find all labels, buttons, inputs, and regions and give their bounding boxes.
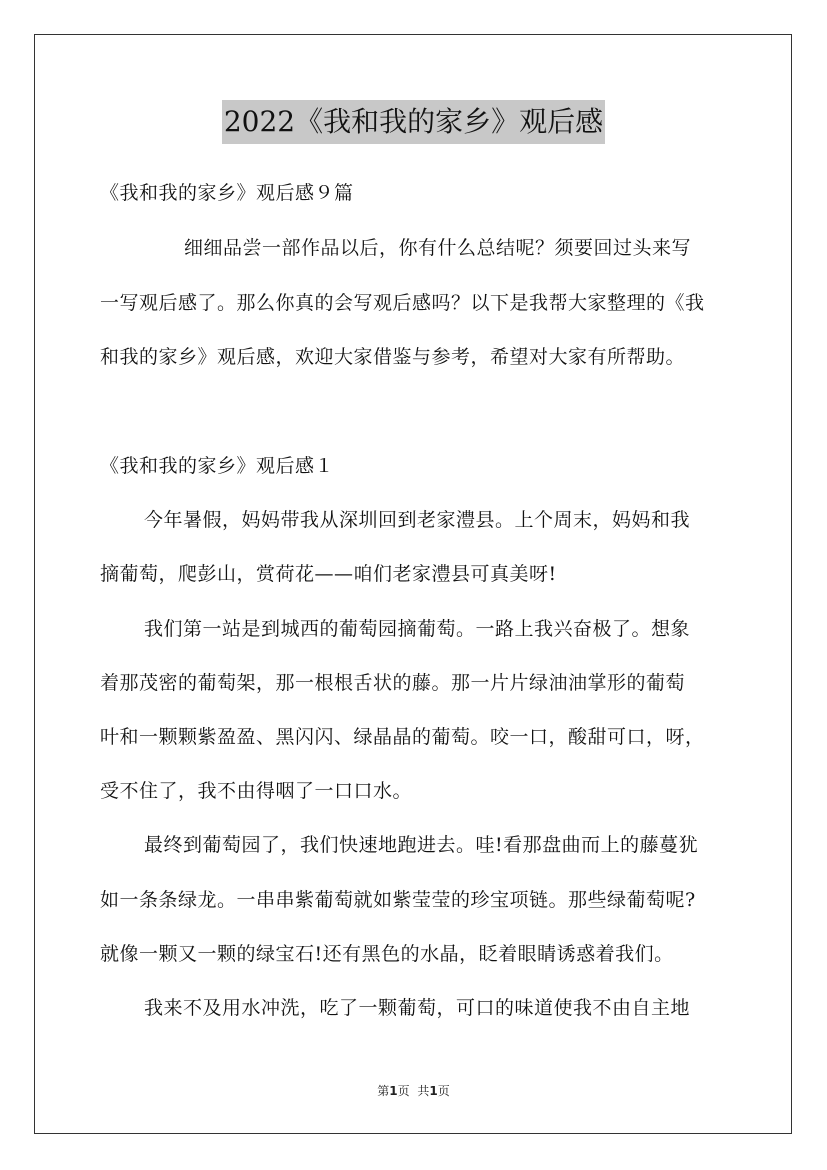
section-heading: 《我和我的家乡》观后感１ <box>100 455 335 477</box>
page-suffix: 页 <box>397 1084 410 1098</box>
intro-line: 一写观后感了。那么你真的会写观后感吗？以下是我帮大家整理的《我 <box>100 292 705 314</box>
title-container <box>0 100 827 144</box>
total-pages: 1 <box>429 1084 438 1098</box>
document-title: 2022《我和我的家乡》观后感 <box>222 100 605 144</box>
body-line: 着那茂密的葡萄架，那一根根舌状的藤。那一片片绿油油掌形的葡萄 <box>100 672 686 694</box>
total-prefix: 共 <box>417 1084 430 1098</box>
page-prefix: 第 <box>377 1084 390 1098</box>
total-suffix: 页 <box>437 1084 450 1098</box>
body-line: 如一条条绿龙。一串串紫葡萄就如紫莹莹的珍宝项链。那些绿葡萄呢? <box>100 889 696 911</box>
body-line: 叶和一颗颗紫盈盈、黑闪闪、绿晶晶的葡萄。咬一口，酸甜可口，呀， <box>100 726 705 748</box>
body-line: 最终到葡萄园了，我们快速地跑进去。哇!看那盘曲而上的藤蔓犹 <box>144 834 699 856</box>
body-line: 摘葡萄，爬彭山，赏荷花——咱们老家澧县可真美呀! <box>100 563 557 585</box>
body-line: 今年暑假，妈妈带我从深圳回到老家澧县。上个周末，妈妈和我 <box>144 509 691 531</box>
page-footer <box>0 1082 827 1100</box>
body-line: 受不住了，我不由得咽了一口口水。 <box>100 780 413 802</box>
body-line: 我们第一站是到城西的葡萄园摘葡萄。一路上我兴奋极了。想象 <box>144 618 691 640</box>
intro-line: 和我的家乡》观后感，欢迎大家借鉴与参考，希望对大家有所帮助。 <box>100 346 686 368</box>
document-subtitle: 《我和我的家乡》观后感９篇 <box>100 182 354 204</box>
body-line: 就像一颗又一颗的绿宝石!还有黑色的水晶，眨着眼睛诱惑着我们。 <box>100 943 674 965</box>
page-number: 1 <box>389 1084 398 1098</box>
body-line: 我来不及用水冲洗，吃了一颗葡萄，可口的味道使我不由自主地 <box>144 997 691 1019</box>
intro-line: 细细品尝一部作品以后，你有什么总结呢？须要回过头来写 <box>184 237 692 259</box>
